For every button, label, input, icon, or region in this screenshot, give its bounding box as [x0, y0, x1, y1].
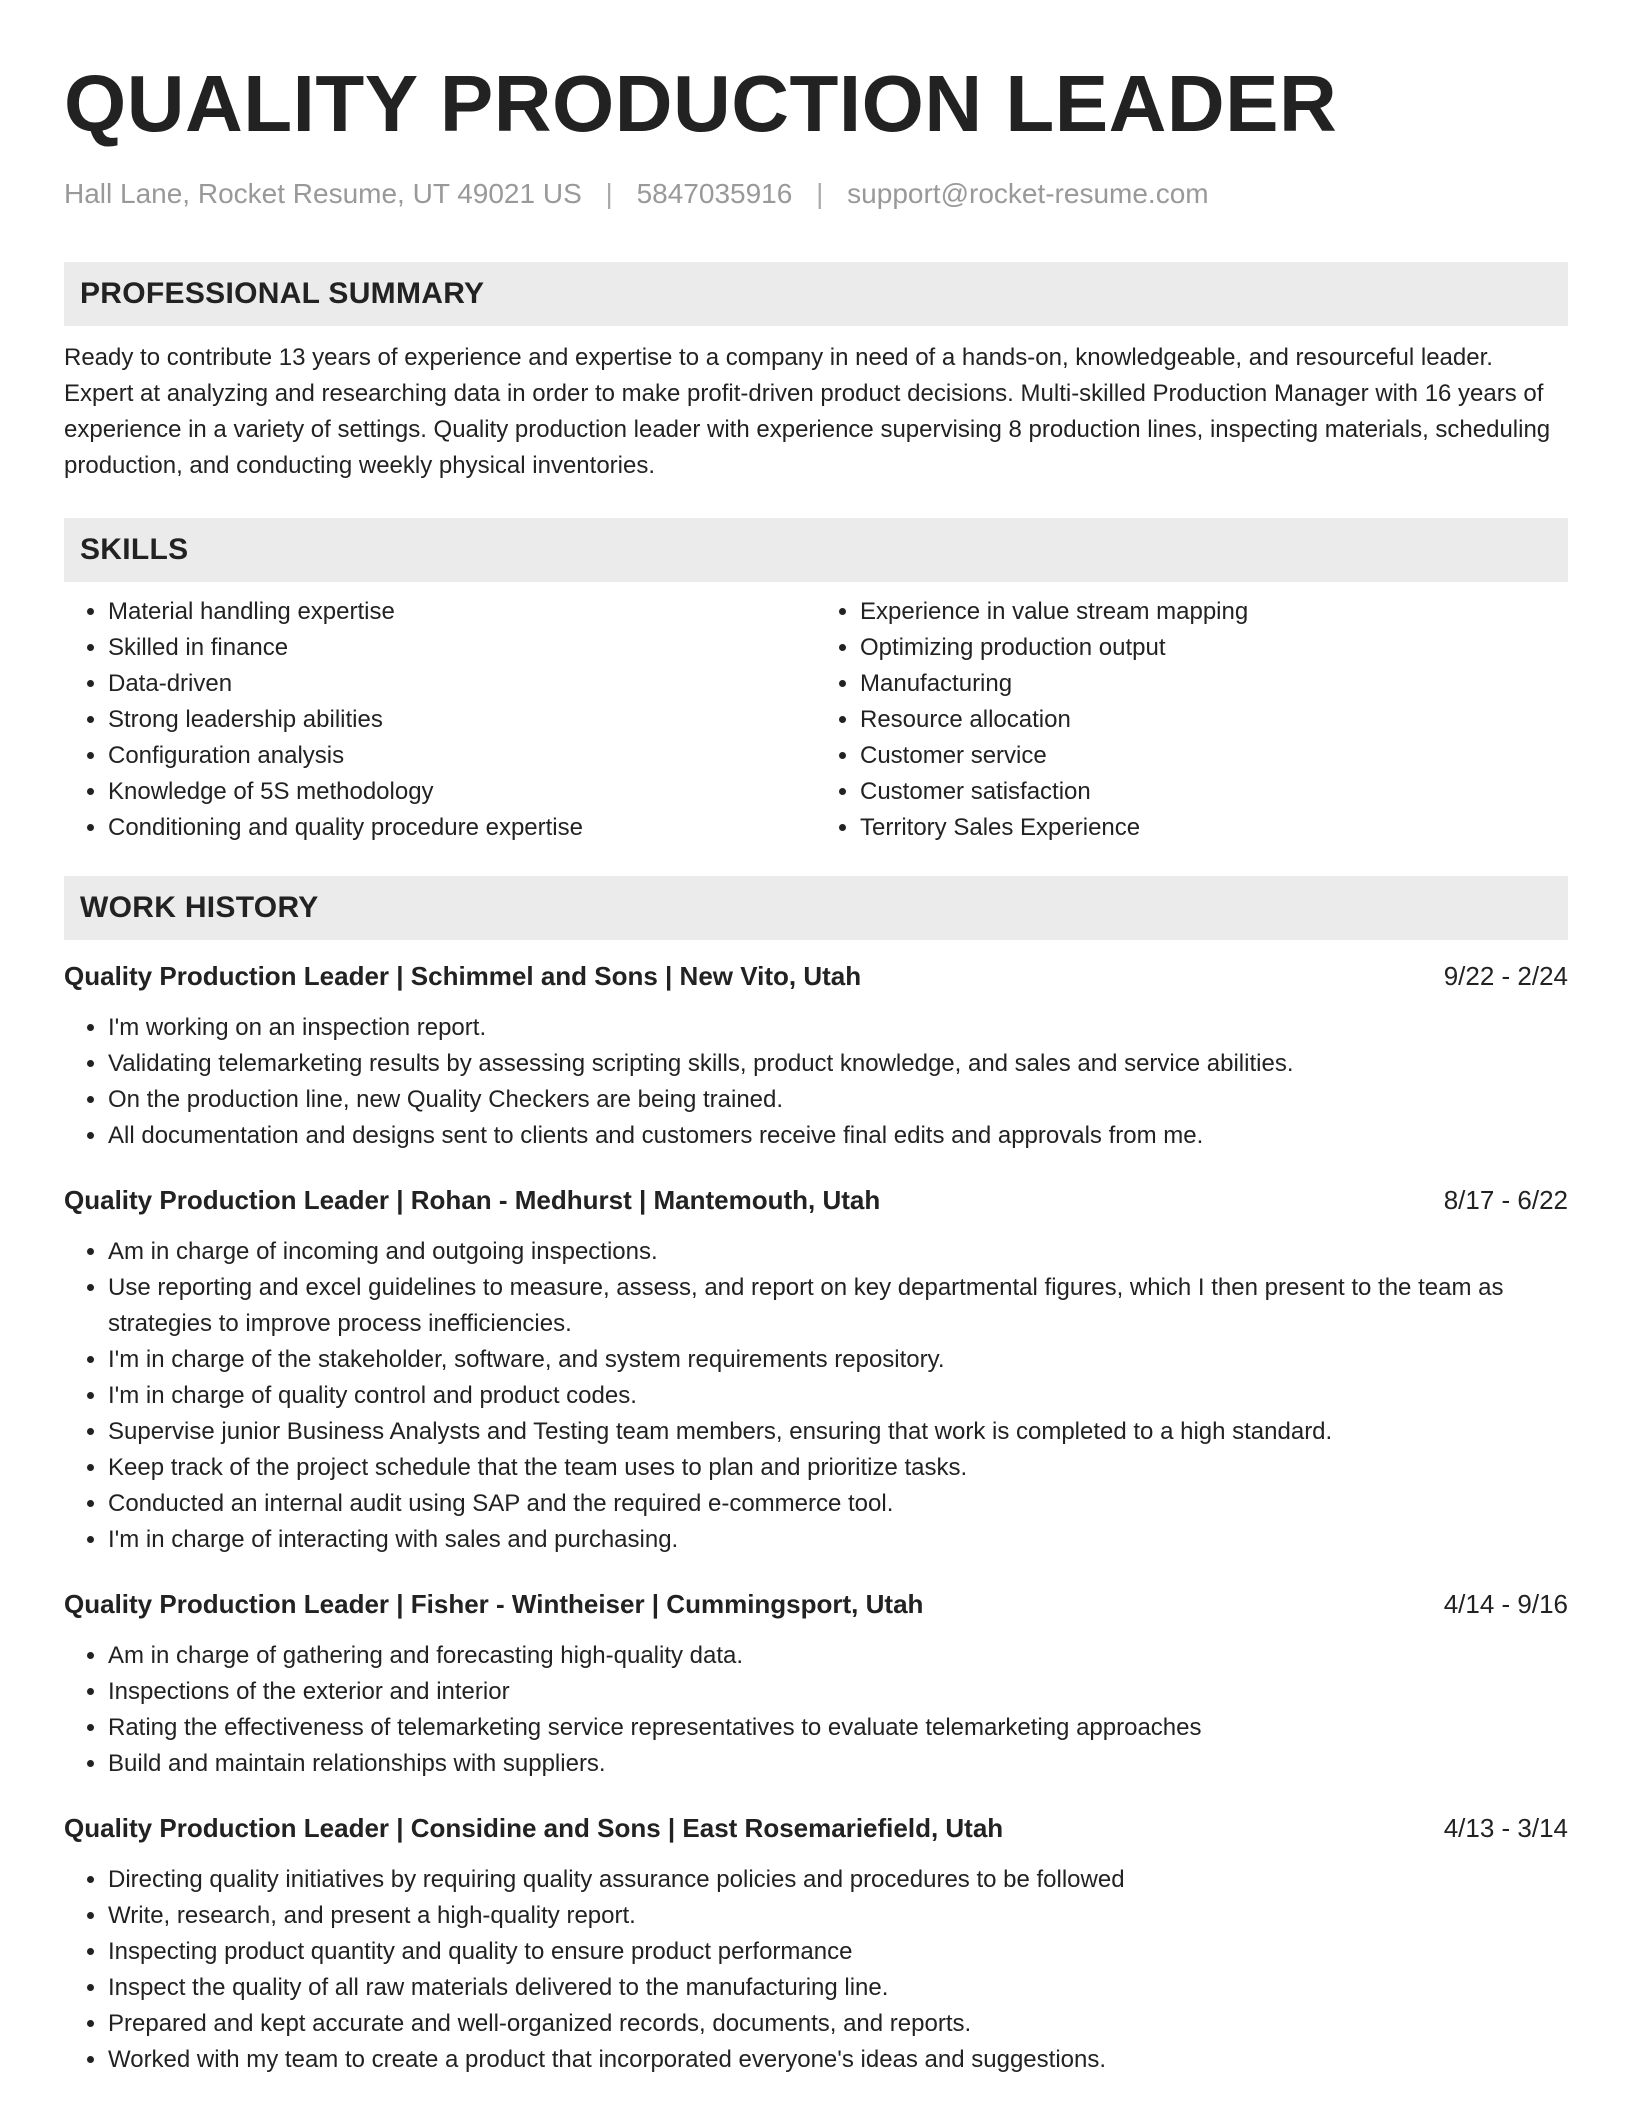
job-entry: [64, 1586, 1568, 1782]
skill-item: • Conditioning and quality procedure expertise: [108, 810, 816, 846]
job-bullet: • All documentation and designs sent to clients and customers receive final edits and approvals from me.: [108, 1118, 1568, 1154]
job-dates: 4/14 - 9/16: [1443, 1589, 1568, 1619]
skill-item: • Strong leadership abilities: [108, 702, 816, 738]
job-bullet: • I'm in charge of quality control and product codes.: [108, 1378, 1568, 1414]
contact-line: [64, 176, 1568, 212]
job-title: Quality Production Leader | Rohan - Medhurst | Mantemouth, Utah: [64, 1185, 881, 1215]
job-bullets: [64, 1862, 1568, 2078]
job-bullet: • Am in charge of incoming and outgoing inspections.: [108, 1234, 1568, 1270]
skill-item: • Resource allocation: [860, 702, 1568, 738]
skills-column-right: [816, 594, 1568, 846]
job-title: Quality Production Leader | Schimmel and Sons | New Vito, Utah: [64, 961, 862, 991]
job-header: [64, 1586, 1568, 1622]
skill-item: • Manufacturing: [860, 666, 1568, 702]
job-bullet: • Use reporting and excel guidelines to measure, assess, and report on key departmental figures, which I then present to the team as strategies to improve process inefficiencies.: [108, 1270, 1568, 1342]
skill-item: • Customer service: [860, 738, 1568, 774]
job-bullet: • Prepared and kept accurate and well-organized records, documents, and reports.: [108, 2006, 1568, 2042]
job-header: [64, 958, 1568, 994]
skill-item: • Territory Sales Experience: [860, 810, 1568, 846]
job-bullet: • Keep track of the project schedule that the team uses to plan and prioritize tasks.: [108, 1450, 1568, 1486]
job-bullet: • Rating the effectiveness of telemarketing service representatives to evaluate telemarketing approaches: [108, 1710, 1568, 1746]
section-header-skills: SKILLS: [64, 518, 1568, 582]
skills-grid: [64, 594, 1568, 846]
job-bullet: • I'm in charge of the stakeholder, software, and system requirements repository.: [108, 1342, 1568, 1378]
job-bullet: • Directing quality initiatives by requiring quality assurance policies and procedures to be followed: [108, 1862, 1568, 1898]
job-bullet: • I'm working on an inspection report.: [108, 1010, 1568, 1046]
job-bullet: • Worked with my team to create a product that incorporated everyone's ideas and suggestions.: [108, 2042, 1568, 2078]
skill-item: • Configuration analysis: [108, 738, 816, 774]
job-bullet: • Am in charge of gathering and forecasting high-quality data.: [108, 1638, 1568, 1674]
job-bullet: • On the production line, new Quality Checkers are being trained.: [108, 1082, 1568, 1118]
job-title: Quality Production Leader | Considine and Sons | East Rosemariefield, Utah: [64, 1813, 1004, 1843]
job-bullet: • Build and maintain relationships with suppliers.: [108, 1746, 1568, 1782]
job-bullet: • Inspections of the exterior and interior: [108, 1674, 1568, 1710]
job-dates: 9/22 - 2/24: [1443, 961, 1568, 991]
job-entry: [64, 958, 1568, 1154]
summary-text: Ready to contribute 13 years of experience and expertise to a company in need of a hands-on, knowledgeable, and resourceful leader. Expert at analyzing and researching data in order to make profit-driven product decisions. Multi-skilled Production Manager with 16 years of experience in a variety of settings. Quality production leader with experience supervising 8 production lines, inspecting materials, scheduling production, and conducting weekly physical inventories.: [64, 344, 1551, 479]
contact-separator: |: [816, 178, 824, 209]
job-title: Quality Production Leader | Fisher - Wintheiser | Cummingsport, Utah: [64, 1589, 924, 1619]
job-bullets: [64, 1234, 1568, 1558]
skill-item: • Data-driven: [108, 666, 816, 702]
job-bullet: • I'm in charge of interacting with sales and purchasing.: [108, 1522, 1568, 1558]
job-bullet: • Inspect the quality of all raw materials delivered to the manufacturing line.: [108, 1970, 1568, 2006]
skill-item: • Customer satisfaction: [860, 774, 1568, 810]
skills-column-left: [64, 594, 816, 846]
contact-address: Hall Lane, Rocket Resume, UT 49021 US: [64, 178, 582, 209]
job-header: [64, 1182, 1568, 1218]
job-entry: [64, 1182, 1568, 1558]
job-bullet: • Conducted an internal audit using SAP and the required e-commerce tool.: [108, 1486, 1568, 1522]
job-bullet: • Inspecting product quantity and quality to ensure product performance: [108, 1934, 1568, 1970]
job-header: [64, 1810, 1568, 1846]
skill-item: • Material handling expertise: [108, 594, 816, 630]
contact-phone: 5847035916: [636, 178, 793, 209]
skill-item: • Experience in value stream mapping: [860, 594, 1568, 630]
section-header-professional-summary: PROFESSIONAL SUMMARY: [64, 262, 1568, 326]
candidate-name: QUALITY PRODUCTION LEADER: [64, 59, 1338, 148]
job-bullet: • Validating telemarketing results by assessing scripting skills, product knowledge, and sales and service abilities.: [108, 1046, 1568, 1082]
job-dates: 8/17 - 6/22: [1443, 1185, 1568, 1215]
job-entry: [64, 1810, 1568, 2078]
contact-email: support@rocket-resume.com: [847, 178, 1209, 209]
job-bullets: [64, 1010, 1568, 1154]
skill-item: • Knowledge of 5S methodology: [108, 774, 816, 810]
job-dates: 4/13 - 3/14: [1443, 1813, 1568, 1843]
skill-item: • Skilled in finance: [108, 630, 816, 666]
contact-separator: |: [605, 178, 613, 209]
job-bullets: [64, 1638, 1568, 1782]
section-header-work-history: WORK HISTORY: [64, 876, 1568, 940]
job-bullet: • Supervise junior Business Analysts and Testing team members, ensuring that work is completed to a high standard.: [108, 1414, 1568, 1450]
skill-item: • Optimizing production output: [860, 630, 1568, 666]
job-bullet: • Write, research, and present a high-quality report.: [108, 1898, 1568, 1934]
